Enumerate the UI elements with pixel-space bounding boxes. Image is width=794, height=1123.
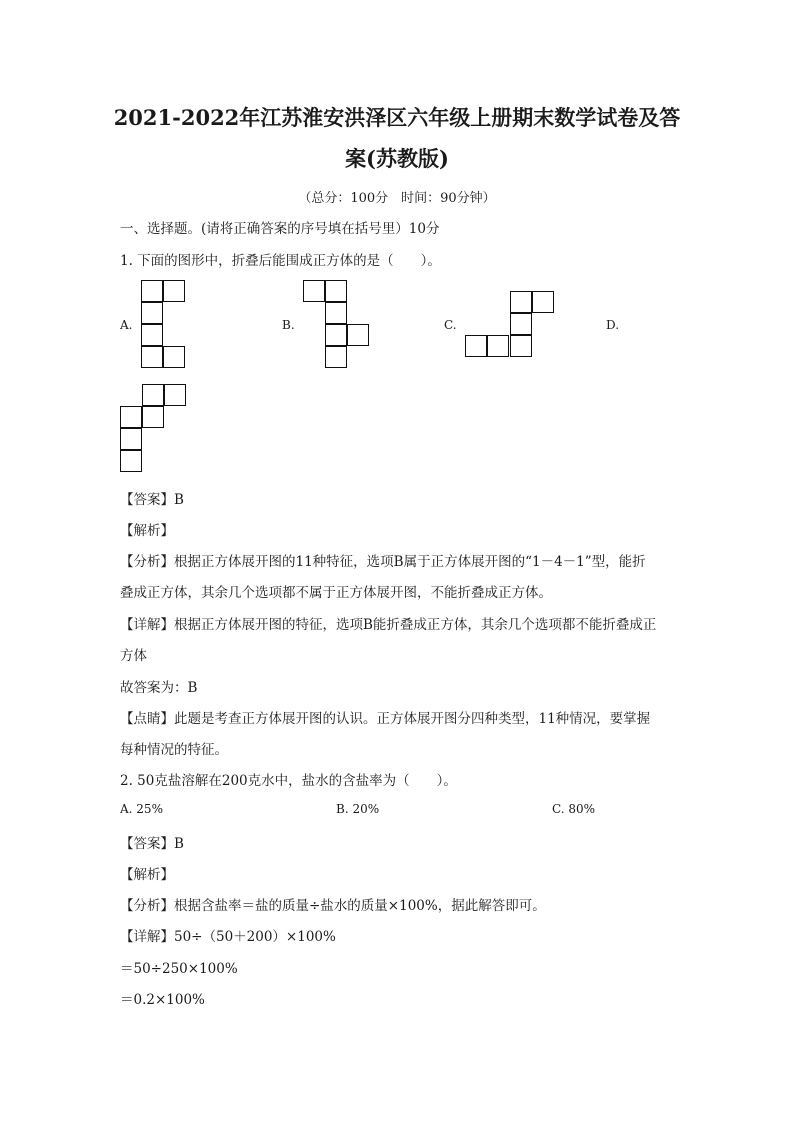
exam-meta: （总分：100分 时间：90分钟） (298, 191, 496, 206)
net-cell (142, 406, 164, 428)
net-cell (141, 302, 163, 324)
doc-title-line1: 2021-2022年江苏淮安洪泽区六年级上册期末数学试卷及答 (113, 105, 681, 130)
net-cell (163, 346, 185, 368)
net-cell (325, 346, 347, 368)
q2-option-c: C. 80% (552, 802, 596, 816)
q2-analysis-tag: 【解析】 (120, 867, 174, 883)
q2-answer: 【答案】B (120, 836, 184, 852)
q2-xiangjie: 【详解】50÷（50＋200）×100% (120, 929, 336, 945)
q1-xiangjie-2: 方体 (120, 648, 147, 664)
net-cell (487, 335, 509, 357)
net-cell (141, 280, 163, 302)
net-cell (120, 406, 142, 428)
net-cell (532, 291, 554, 313)
q2-fenxi: 【分析】根据含盐率＝盐的质量÷盐水的质量×100%，据此解答即可。 (120, 898, 546, 914)
net-cell (142, 384, 164, 406)
net-cell (510, 291, 532, 313)
q2-option-b: B. 20% (336, 802, 380, 816)
section-heading: 一、选择题。(请将正确答案的序号填在括号里）10分 (120, 221, 440, 237)
net-cell (325, 280, 347, 302)
net-cell (120, 450, 142, 472)
net-cell (141, 324, 163, 346)
q1-fenxi-2: 叠成正方体，其余几个选项都不属于正方体展开图，不能折叠成正方体。 (120, 585, 552, 601)
net-cell (347, 324, 369, 346)
q1-conclusion: 故答案为：B (120, 680, 198, 696)
q2-step-2: ＝0.2×100% (120, 992, 205, 1008)
q1-option-b-label: B. (282, 318, 295, 332)
q2-option-a: A. 25% (120, 802, 163, 816)
net-cell (120, 428, 142, 450)
net-cell (303, 280, 325, 302)
net-cell (164, 384, 186, 406)
net-cell (141, 346, 163, 368)
net-cell (510, 313, 532, 335)
q1-option-d-label: D. (606, 318, 620, 332)
q1-option-c-label: C. (444, 318, 457, 332)
q2-step-1: ＝50÷250×100% (120, 961, 238, 977)
net-cell (325, 324, 347, 346)
q1-dianjing-2: 每种情况的特征。 (120, 742, 228, 758)
q1-xiangjie-1: 【详解】根据正方体展开图的特征，选项B能折叠成正方体，其余几个选项都不能折叠成正 (120, 617, 657, 633)
net-cell (510, 335, 532, 357)
q2-stem: 2. 50克盐溶解在200克水中，盐水的含盐率为（ ）。 (120, 773, 457, 789)
doc-title-line2: 案(苏教版) (345, 146, 449, 171)
q1-answer: 【答案】B (120, 492, 184, 508)
q1-fenxi-1: 【分析】根据正方体展开图的11种特征，选项B属于正方体展开图的“1－4－1”型，能折 (120, 554, 646, 570)
net-cell (465, 335, 487, 357)
q1-option-a-label: A. (120, 318, 133, 332)
q1-dianjing-1: 【点睛】此题是考查正方体展开图的认识。正方体展开图分四种类型，11种情况，要掌握 (120, 711, 651, 727)
net-cell (325, 302, 347, 324)
net-cell (163, 280, 185, 302)
q1-stem: 1. 下面的图形中，折叠后能围成正方体的是（ ）。 (120, 253, 441, 269)
q1-analysis-tag: 【解析】 (120, 523, 174, 539)
